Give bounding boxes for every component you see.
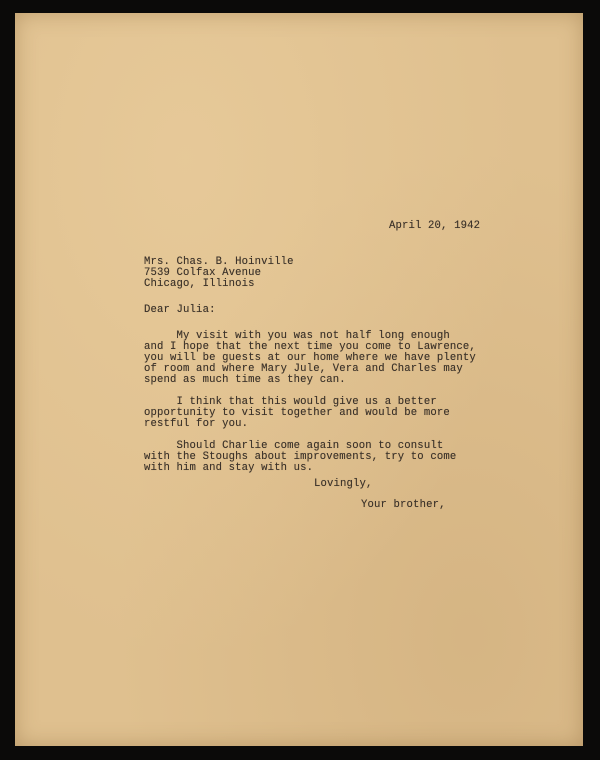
paragraph-1-line-5: spend as much time as they can. xyxy=(144,374,346,386)
signature-line: Your brother, xyxy=(361,499,446,511)
letter-page xyxy=(15,13,583,746)
closing: Lovingly, xyxy=(314,478,373,490)
salutation: Dear Julia: xyxy=(144,304,216,316)
paragraph-2-line-1: I think that this would give us a better xyxy=(144,396,437,408)
paragraph-1-line-2: and I hope that the next time you come to Lawrence, xyxy=(144,341,476,353)
recipient-city: Chicago, Illinois xyxy=(144,278,255,290)
paragraph-1-line-4: of room and where Mary Jule, Vera and Charles may xyxy=(144,363,463,375)
paragraph-3-line-3: with him and stay with us. xyxy=(144,462,314,474)
paragraph-3-line-1: Should Charlie come again soon to consult xyxy=(144,440,444,452)
recipient-name: Mrs. Chas. B. Hoinville xyxy=(144,256,294,268)
letter-date: April 20, 1942 xyxy=(389,220,481,232)
paragraph-1-line-1: My visit with you was not half long enough xyxy=(144,330,450,342)
paragraph-2-line-3: restful for you. xyxy=(144,418,249,430)
paragraph-1-line-3: you will be guests at our home where we have plenty xyxy=(144,352,476,364)
paragraph-3-line-2: with the Stoughs about improvements, try to come xyxy=(144,451,457,463)
paragraph-2-line-2: opportunity to visit together and would be more xyxy=(144,407,450,419)
recipient-street: 7539 Colfax Avenue xyxy=(144,267,262,279)
